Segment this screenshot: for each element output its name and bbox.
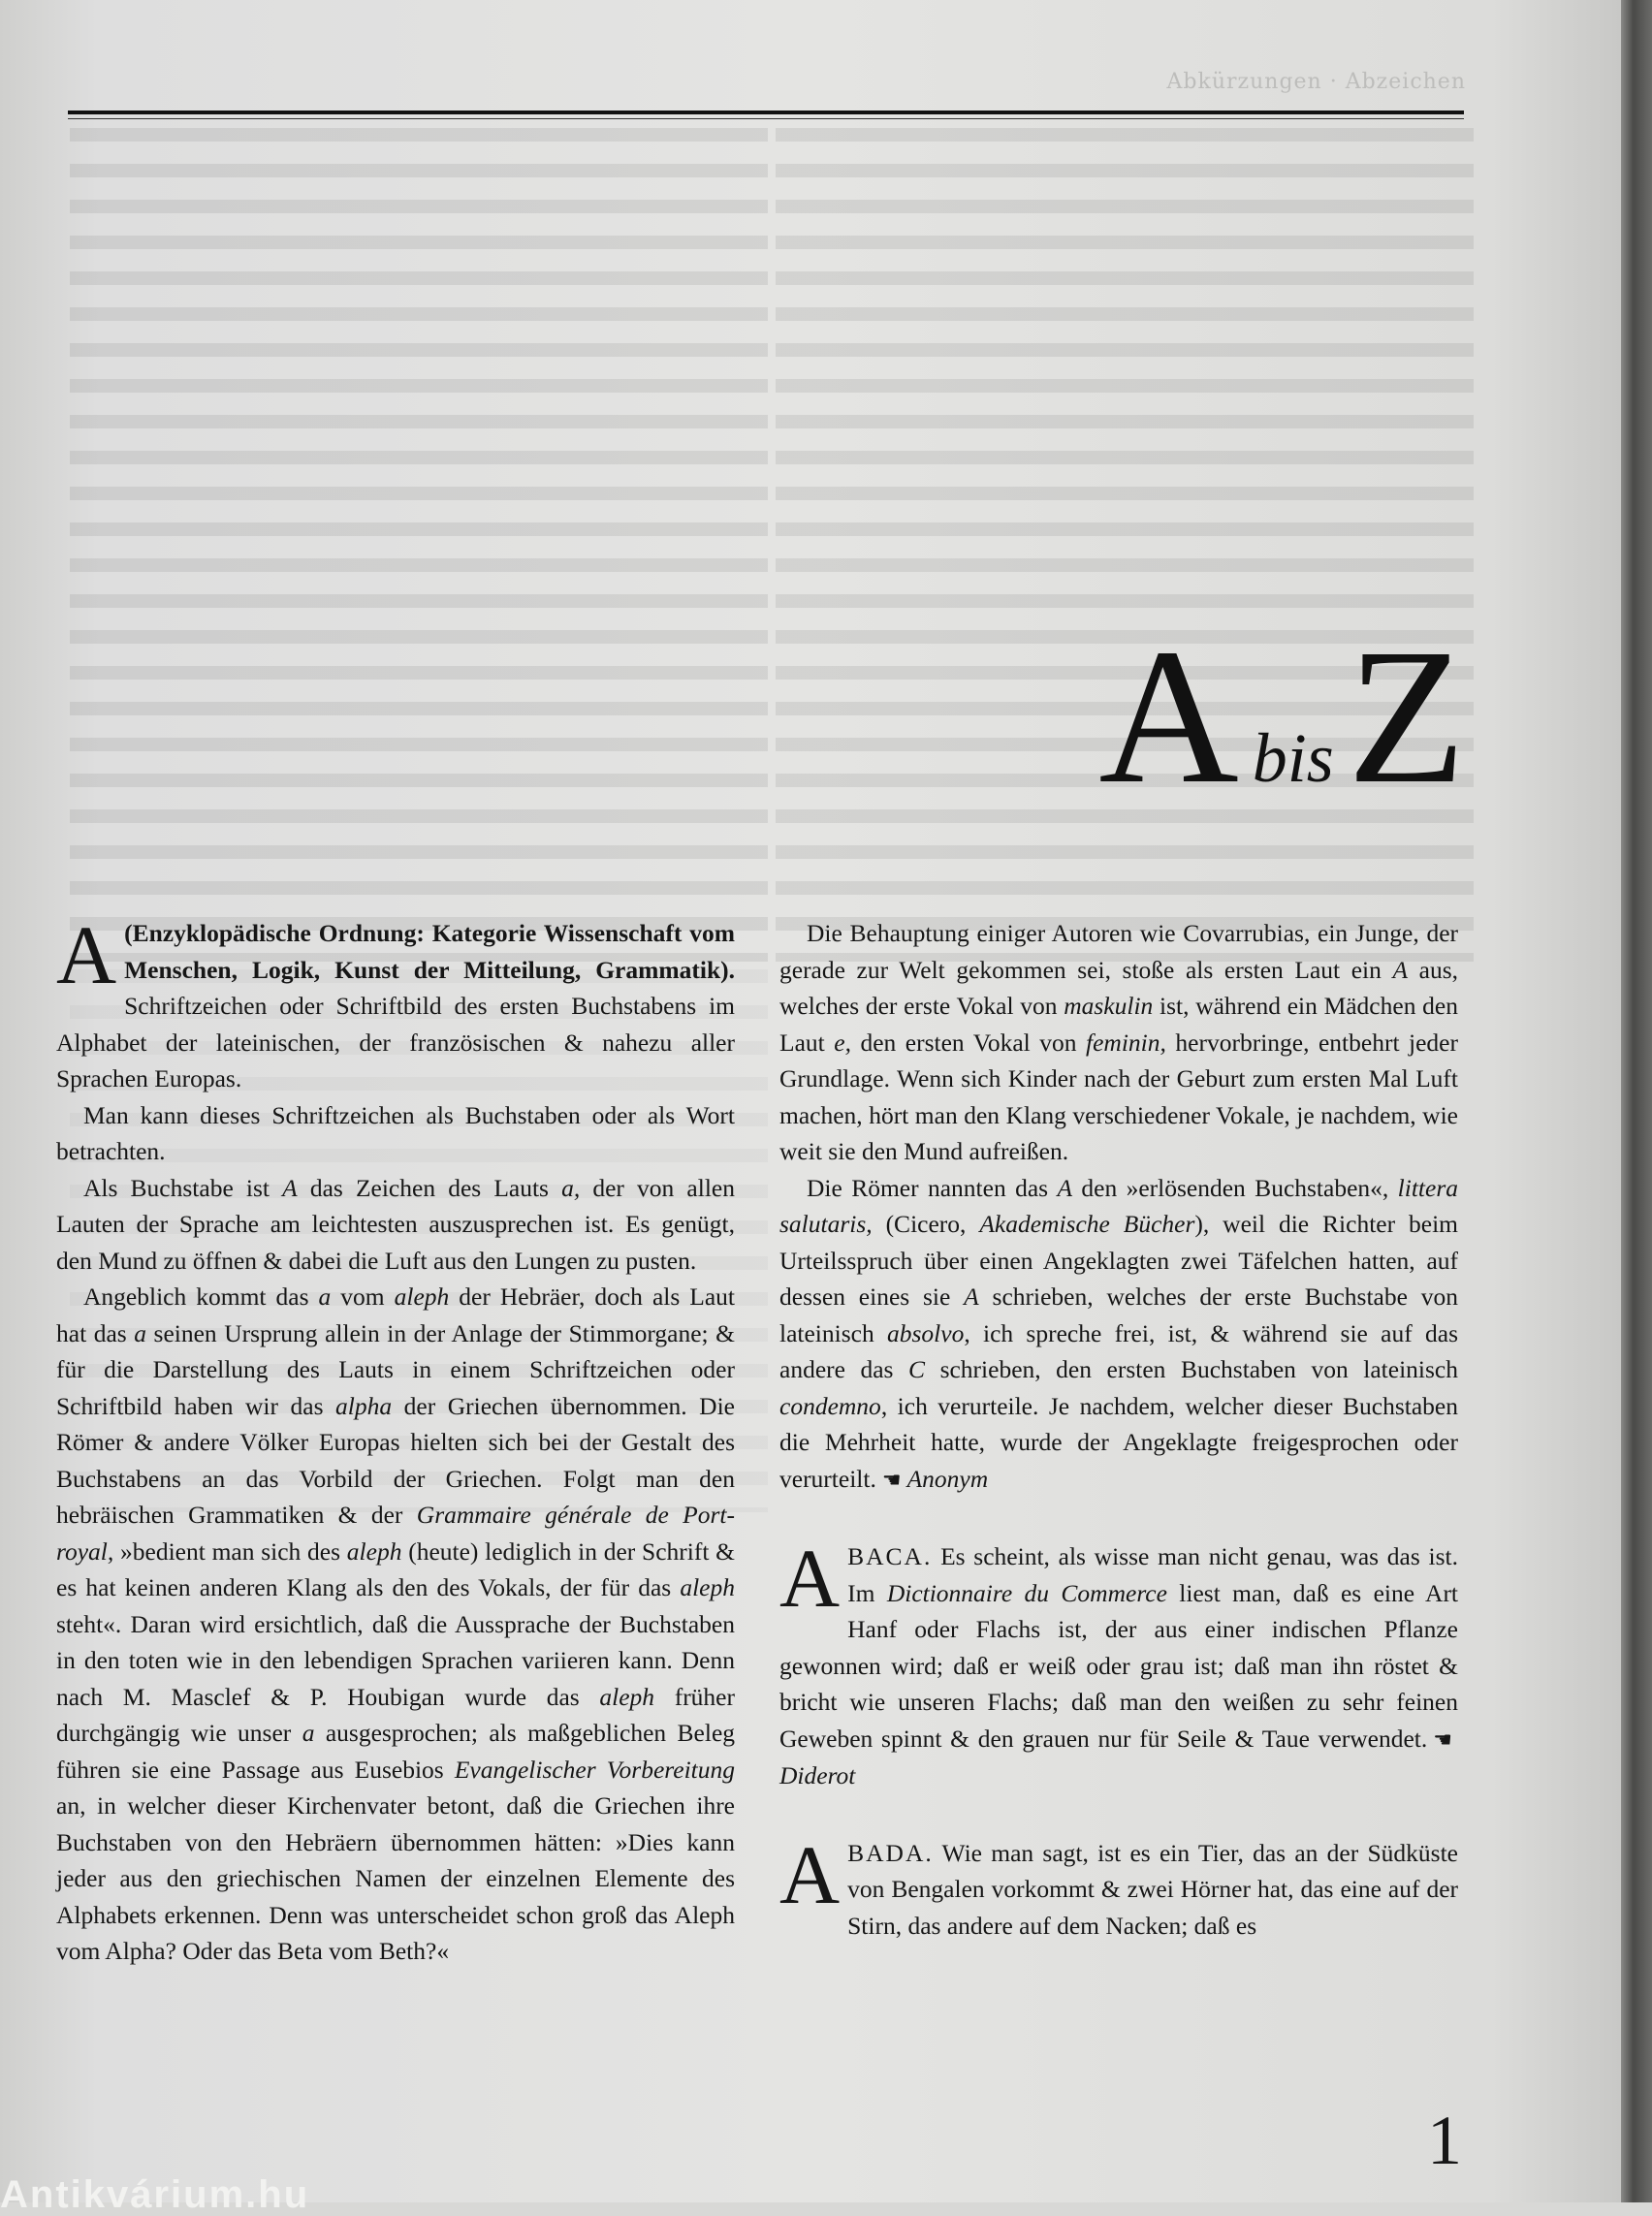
italic: C	[908, 1355, 926, 1383]
text: ist, während ein Mädchen den Laut	[779, 992, 1458, 1057]
dropcap-abaca: A	[779, 1532, 841, 1625]
author-signature-anonym: Anonym	[906, 1464, 989, 1493]
text: den »erlösenden Buchstaben«,	[1072, 1173, 1398, 1202]
italic: a	[134, 1318, 146, 1347]
watermark: Antikvárium.hu	[0, 2173, 310, 2216]
text: aus, welches der erste Vokal von	[779, 955, 1458, 1020]
text: Als Buchstabe ist	[83, 1173, 283, 1202]
title-bis: bis	[1252, 719, 1334, 797]
text: der Hebräer, doch als Laut hat das	[56, 1282, 736, 1347]
text: (heute) lediglich in der Schrift & es hat keinen anderen Klang als den des Vokals, der für das	[56, 1536, 736, 1601]
italic: maskulin	[1064, 992, 1154, 1020]
text: das Zeichen des Lauts	[297, 1173, 562, 1202]
text: den ersten Vokal von	[850, 1028, 1087, 1057]
entry-abada-headword: BADA.	[847, 1838, 934, 1867]
left-column	[56, 908, 736, 1970]
italic: aleph	[599, 1682, 655, 1711]
text: Die Römer nannten das	[807, 1173, 1058, 1202]
entry-a-paragraph-1	[56, 908, 735, 1097]
text: »bedient man sich des	[113, 1536, 347, 1566]
text: (Cicero,	[872, 1210, 980, 1238]
entry-abaca-headword: BACA.	[847, 1542, 933, 1570]
text: Schriftzeichen oder Schriftbild des ersten Buchstabens im Alphabet der lateinischen, der französischen & nahezu aller Sprachen Europas.	[56, 992, 735, 1092]
text: früher durchgängig wie unser	[56, 1682, 735, 1747]
entry-a-paragraph-3	[56, 1170, 735, 1280]
italic: aleph	[394, 1282, 450, 1311]
page-edge	[1621, 0, 1652, 2202]
text: Es scheint, als wisse man nicht genau, was das ist. Im	[847, 1542, 1458, 1607]
entry-a-category: (Enzyklopädische Ordnung: Kategorie Wissenschaft vom Menschen, Logik, Kunst der Mitteilung, Grammatik).	[124, 919, 735, 984]
italic: Grammaire générale de Port-royal,	[56, 1501, 735, 1566]
entry-a-paragraph-6	[779, 1170, 1458, 1499]
italic: a,	[561, 1173, 581, 1202]
running-head: Abkürzungen · Abzeichen	[1166, 70, 1466, 94]
entry-a-paragraph-5	[779, 915, 1458, 1170]
show-through-left	[70, 128, 768, 962]
italic: a	[318, 1282, 332, 1311]
entry-abaca	[779, 1532, 1459, 1794]
pointing-hand-icon: ☚	[881, 1467, 902, 1492]
author-signature-diderot: Diderot	[779, 1761, 856, 1789]
text: der Griechen übernommen. Die Römer & andere Völker Europas hielten sich bei der Gestalt des Buchstabens an das Vorbild der Griechen. Folgt man den hebräischen Grammatiken & der	[56, 1391, 735, 1529]
italic: Akademische Bücher	[979, 1210, 1195, 1238]
dropcap-abada: A	[779, 1827, 841, 1921]
text: schrieben, den ersten Buchstaben von lateinisch	[925, 1355, 1458, 1383]
entry-abada	[779, 1827, 1458, 1945]
text: ausgesprochen; als maßgeblichen Beleg führen sie eine Passage aus Eusebios	[56, 1719, 736, 1784]
entry-a-paragraph-2: Man kann dieses Schriftzeichen als Buchstaben oder als Wort betrachten.	[56, 1100, 735, 1165]
page-number: 1	[1427, 2102, 1462, 2179]
title-letter-z: Z	[1347, 610, 1466, 824]
header-rule-thick	[68, 111, 1464, 114]
italic: A	[1392, 955, 1409, 984]
italic: A	[964, 1282, 979, 1311]
text: Angeblich kommt das	[83, 1282, 319, 1311]
italic: littera salutaris,	[779, 1173, 1459, 1238]
italic: Dictionnaire du Commerce	[886, 1578, 1167, 1607]
text: schrieben, welches der erste Buchstabe von lateinisch	[779, 1282, 1458, 1347]
italic: feminin,	[1086, 1028, 1166, 1057]
pointing-hand-icon: ☚	[1433, 1726, 1452, 1752]
show-through-right	[776, 128, 1474, 962]
text: , ich spreche frei, ist, & während sie auf das andere das	[779, 1318, 1458, 1383]
section-title	[1098, 610, 1466, 824]
italic: alpha	[335, 1391, 393, 1420]
italic: condemno	[779, 1391, 881, 1420]
text: ), weil die Richter beim Urteilsspruch über einen Angeklagten zwei Täfelchen hatten, auf dessen eines sie	[779, 1210, 1458, 1311]
right-column	[779, 915, 1458, 1944]
italic: Evangelischer Vorbereitung	[454, 1755, 735, 1784]
italic: a	[302, 1719, 315, 1747]
text: an, in welcher dieser Kirchenvater betont, daß die Griechen ihre Buchstaben von den Hebräern übernommen hätten: »Dies kann jeder aus den griechischen Namen der einzelnen Elemente des Alphabets erkennen. Denn was unterscheidet schon groß das Aleph vom Alpha? Oder das Beta vom Beth?«	[56, 1791, 735, 1965]
text: seinen Ursprung allein in der Anlage der Stimmorgane; & für die Darstellung des Lauts in einem Schriftzeichen oder Schriftbild haben wir das	[56, 1318, 735, 1420]
text: der von allen Lauten der Sprache am leichtesten auszusprechen ist. Es genügt, den Mund zu öffnen & dabei die Luft aus den Lungen zu pusten.	[56, 1173, 735, 1275]
text: liest man, daß es eine Art Hanf oder Flachs ist, der aus einer indischen Pflanze gewonnen wird; daß er weiß oder grau ist; daß man ihn röstet & bricht wie unseren Flachs; daß man den weißen zu sehr feinen Geweben spinnt & den grauen nur für Seile & Taue verwendet.	[779, 1578, 1459, 1753]
italic: A	[1057, 1173, 1073, 1202]
text: Die Behauptung einiger Autoren wie Covarrubias, ein Junge, der gerade zur Welt gekommen sei, stoße als ersten Laut ein	[779, 919, 1458, 984]
italic: absolvo	[887, 1318, 965, 1347]
italic: aleph	[346, 1536, 402, 1566]
text: , ich verurteile. Je nachdem, welcher dieser Buchstaben die Mehrheit hatte, wurde der Angeklagte freigesprochen oder verurteilt.	[779, 1391, 1458, 1493]
title-letter-a: A	[1098, 610, 1239, 824]
dropcap-a: A	[56, 908, 117, 1001]
entry-a-paragraph-4	[56, 1279, 735, 1970]
italic: A	[282, 1173, 298, 1202]
italic: aleph	[680, 1573, 735, 1601]
text: vom	[331, 1282, 395, 1311]
italic: e,	[834, 1028, 851, 1057]
text: Wie man sagt, ist es ein Tier, das an der Südküste von Bengalen vorkommt & zwei Hörner hat, das eine auf der Stirn, das andere auf dem Nacken; daß es	[847, 1838, 1458, 1940]
text: hervorbringe, entbehrt jeder Grundlage. Wenn sich Kinder nach der Geburt zum ersten Mal Luft machen, hört man den Klang verschiedener Vokale, je nachdem, wie weit sie den Mund aufreißen.	[779, 1028, 1458, 1165]
header-rule-thin	[68, 118, 1464, 119]
text: steht«. Daran wird ersichtlich, daß die Aussprache der Buchstaben in den toten wie in den lebendigen Sprachen variieren kann. Denn nach M. Masclef & P. Houbigan wurde das	[56, 1609, 735, 1711]
